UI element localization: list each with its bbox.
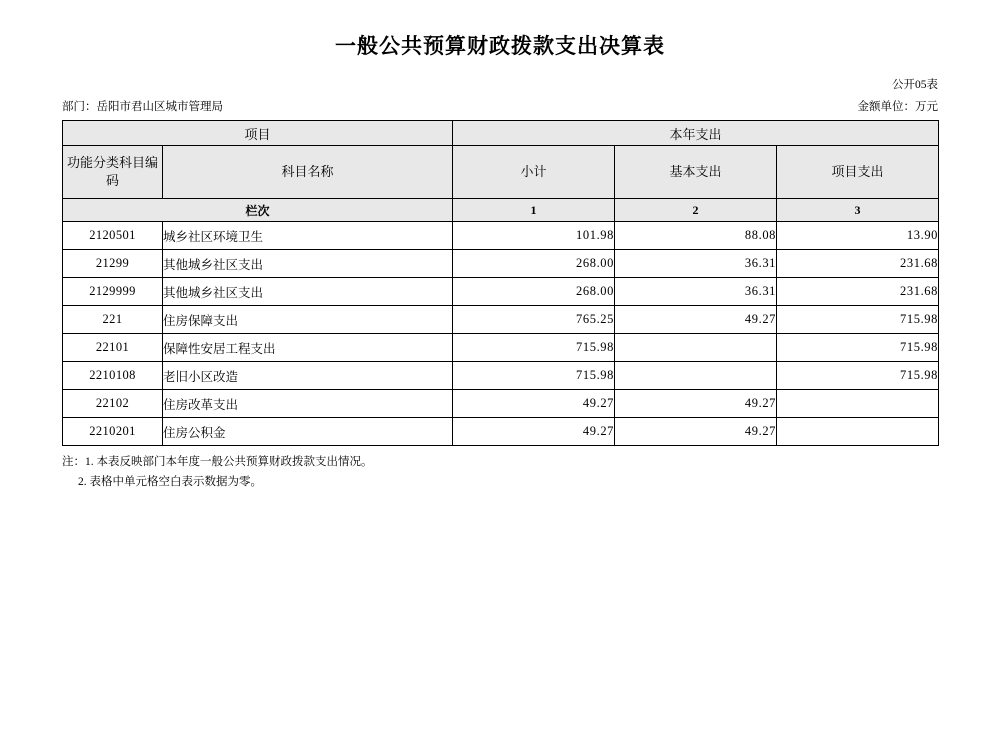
table-notes [62,453,938,492]
cell-subtotal: 715.98 [453,334,615,362]
table-row [63,390,939,418]
table-row [63,306,939,334]
department-label: 部门：岳阳市君山区城市管理局 [62,101,223,113]
note-line-1: 注：1. 本表反映部门本年度一般公共预算财政拨款支出情况。 [62,456,373,468]
table-row [63,362,939,390]
cell-func-code: 21299 [63,250,163,278]
header-basic-expenditure: 基本支出 [615,146,777,199]
cell-func-code: 2129999 [63,278,163,306]
cell-func-code: 22101 [63,334,163,362]
cell-subtotal: 268.00 [453,278,615,306]
cell-func-code: 221 [63,306,163,334]
cell-subject-name: 住房改革支出 [163,390,453,418]
document-page [0,30,1000,736]
cell-subject-name: 保障性安居工程支出 [163,334,453,362]
cell-func-code: 22102 [63,390,163,418]
cell-basic: 49.27 [615,306,777,334]
cell-subject-name: 其他城乡社区支出 [163,250,453,278]
cell-basic: 36.31 [615,278,777,306]
cell-project: 13.90 [777,222,939,250]
cell-subject-name: 老旧小区改造 [163,362,453,390]
cell-subject-name: 城乡社区环境卫生 [163,222,453,250]
cell-subtotal: 765.25 [453,306,615,334]
lane-column-1: 1 [453,199,615,222]
cell-func-code: 2120501 [63,222,163,250]
table-row [63,250,939,278]
cell-basic: 36.31 [615,250,777,278]
table-lane-row [63,199,939,222]
cell-subject-name: 住房保障支出 [163,306,453,334]
cell-basic: 88.08 [615,222,777,250]
lane-label: 栏次 [63,199,453,222]
cell-project: 715.98 [777,306,939,334]
budget-table-wrapper [62,120,938,446]
cell-subject-name: 其他城乡社区支出 [163,278,453,306]
budget-table [62,120,939,446]
cell-project: 715.98 [777,362,939,390]
lane-column-2: 2 [615,199,777,222]
cell-subtotal: 49.27 [453,390,615,418]
header-current-year-group: 本年支出 [453,121,939,146]
cell-project: 231.68 [777,250,939,278]
meta-row [0,98,1000,114]
table-row [63,278,939,306]
cell-subject-name: 住房公积金 [163,418,453,446]
table-row [63,222,939,250]
cell-basic [615,334,777,362]
header-project-group: 项目 [63,121,453,146]
table-body [63,222,939,446]
header-subject-name: 科目名称 [163,146,453,199]
cell-project [777,418,939,446]
form-code: 公开05表 [892,79,938,91]
cell-subtotal: 715.98 [453,362,615,390]
cell-basic [615,362,777,390]
table-header-group-row [63,121,939,146]
cell-basic: 49.27 [615,418,777,446]
header-func-code: 功能分类科目编码 [63,146,163,199]
lane-column-3: 3 [777,199,939,222]
cell-func-code: 2210201 [63,418,163,446]
cell-subtotal: 268.00 [453,250,615,278]
table-row [63,418,939,446]
cell-project: 231.68 [777,278,939,306]
table-header-row [63,146,939,199]
cell-func-code: 2210108 [63,362,163,390]
header-subtotal: 小计 [453,146,615,199]
amount-unit-label: 金额单位：万元 [857,101,938,113]
cell-basic: 49.27 [615,390,777,418]
cell-subtotal: 49.27 [453,418,615,446]
note-line-2: 2. 表格中单元格空白表示数据为零。 [78,475,262,488]
cell-subtotal: 101.98 [453,222,615,250]
header-project-expenditure: 项目支出 [777,146,939,199]
table-row [63,334,939,362]
cell-project [777,390,939,418]
page-title: 一般公共预算财政拨款支出决算表 [335,35,665,58]
cell-project: 715.98 [777,334,939,362]
